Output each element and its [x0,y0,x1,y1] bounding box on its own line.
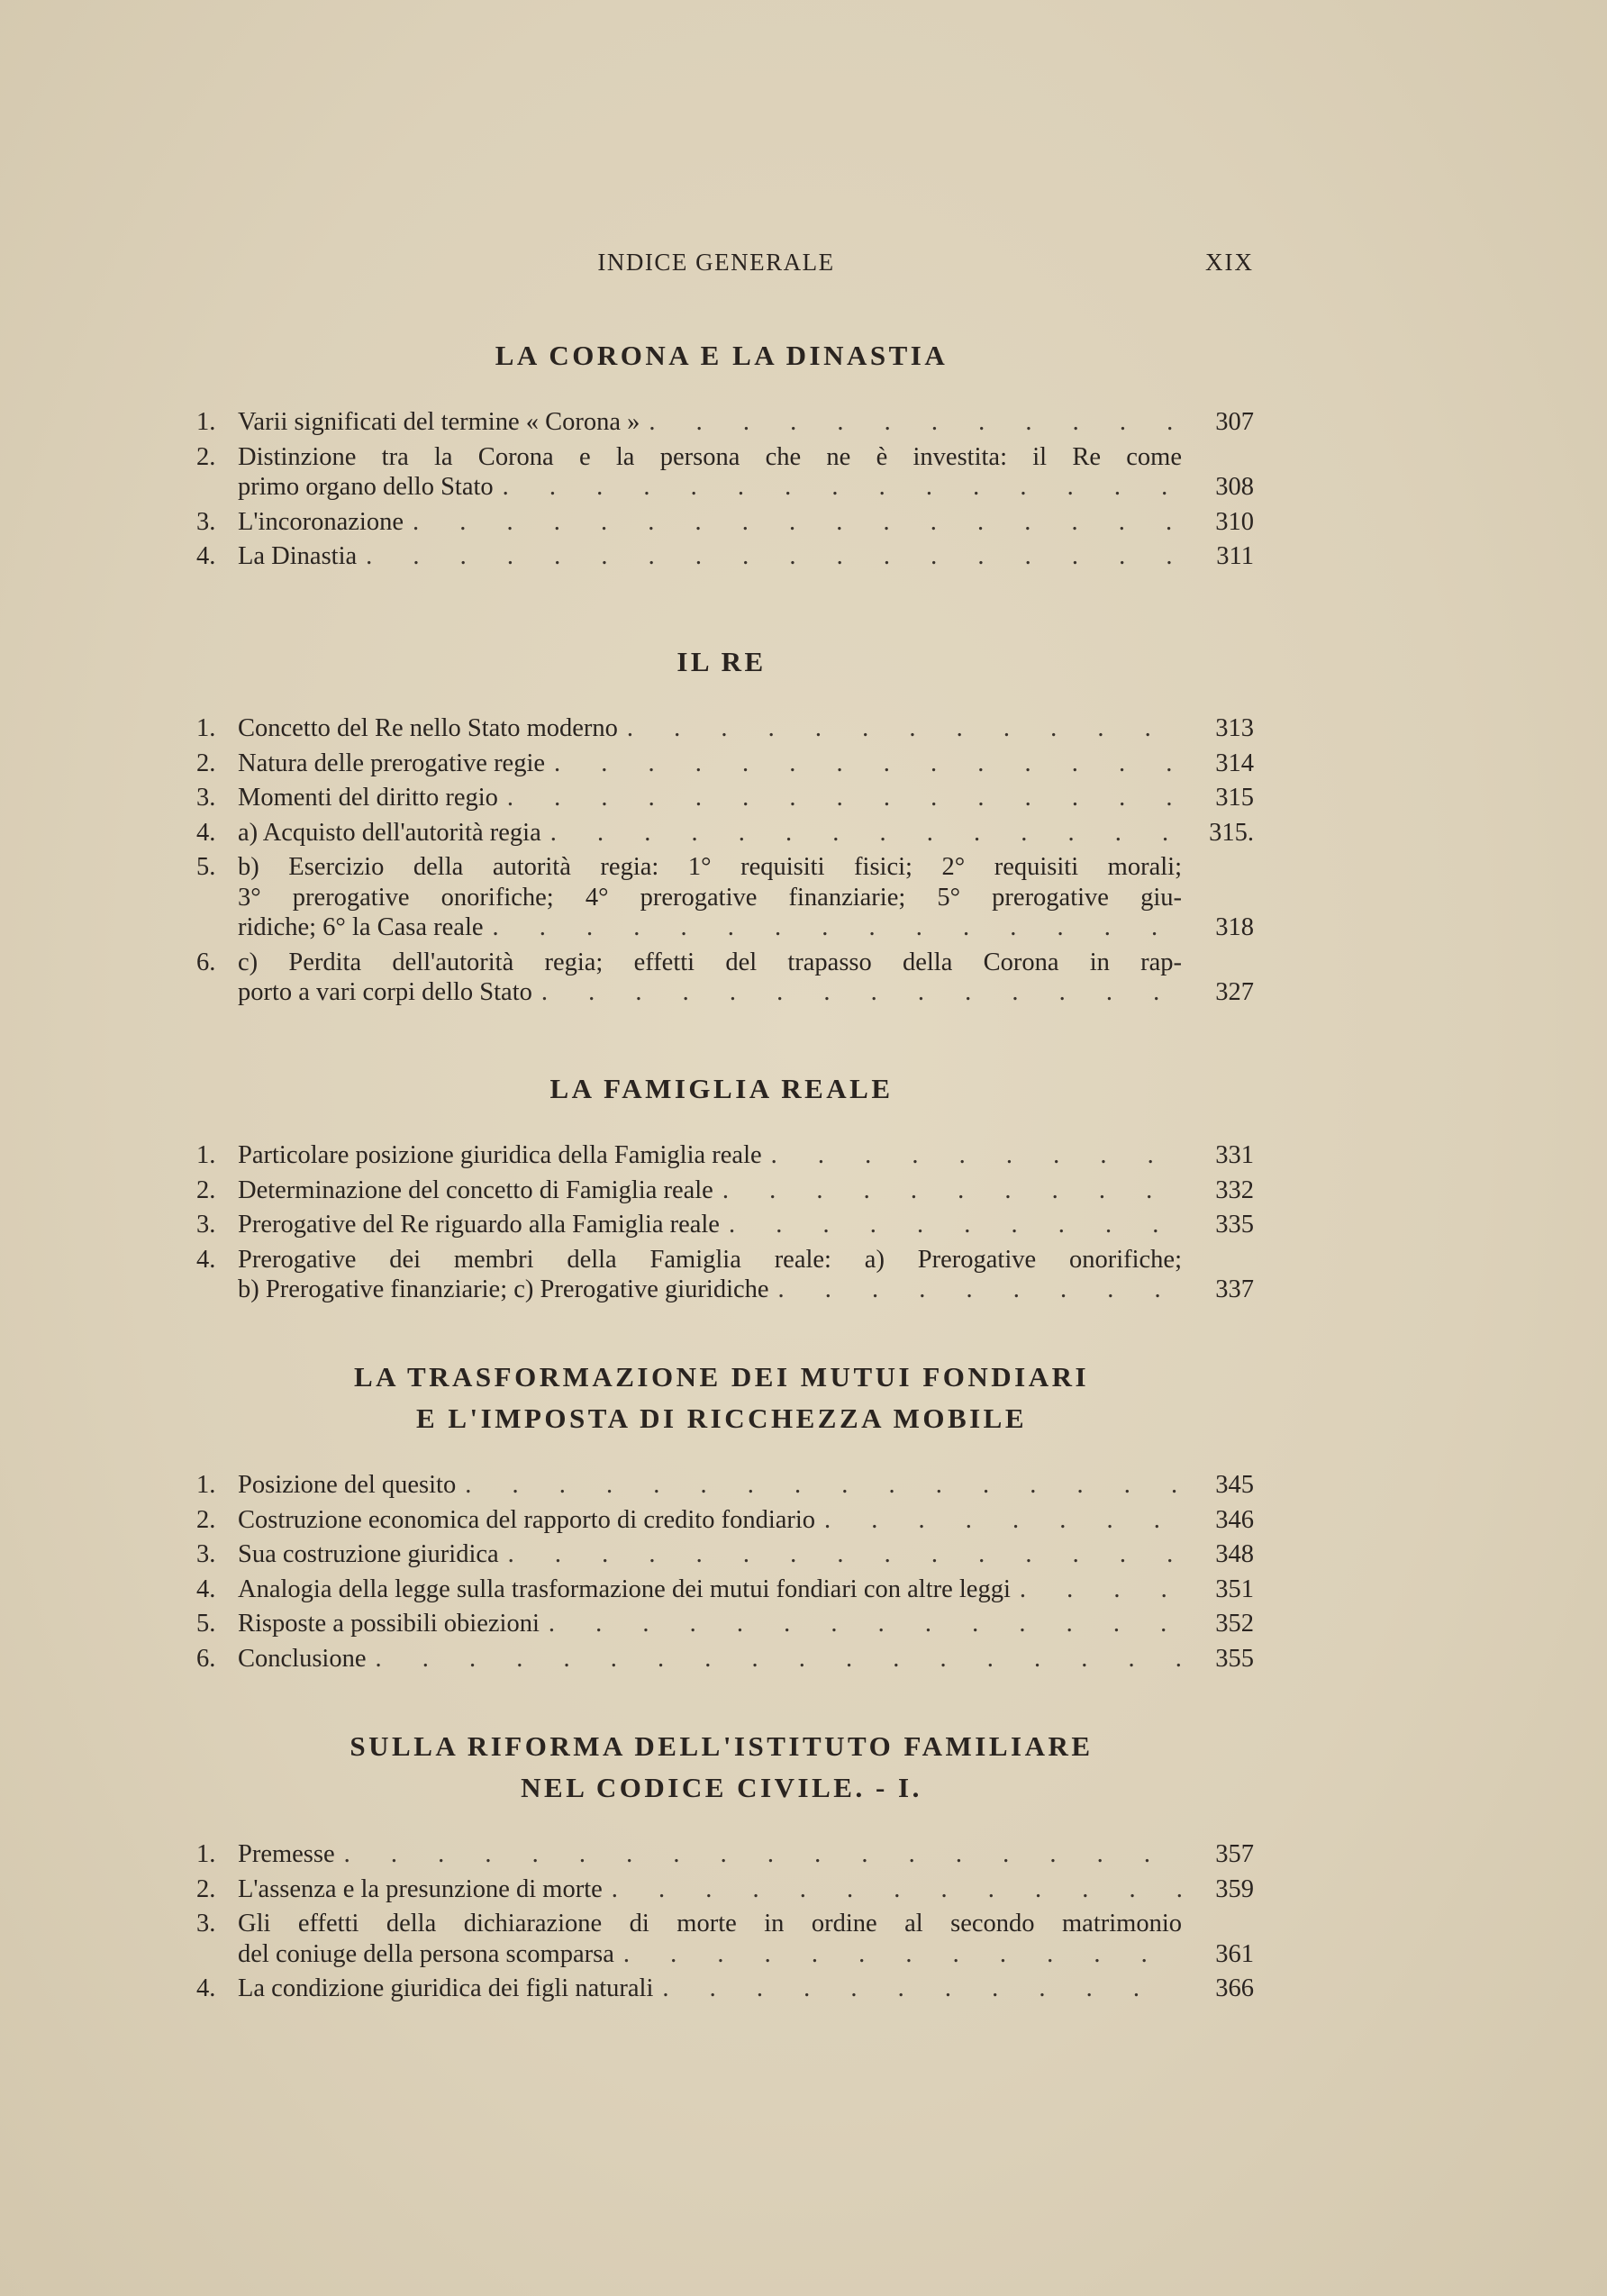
toc-entry[interactable] [189,749,1254,779]
entry-page-number: 355 [1215,1644,1254,1673]
toc-entry[interactable] [189,818,1254,849]
entry-page-number: 310 [1215,507,1254,536]
entry-page-number: 359 [1215,1874,1254,1903]
dot-leader [503,472,1182,503]
toc-entries [189,713,1254,1008]
dot-leader [662,1974,1182,2004]
dot-leader [508,1539,1182,1570]
section-title [189,1068,1254,1110]
entry-title: L'assenza e la presunzione di morte [238,1874,603,1903]
dot-leader [550,818,1182,849]
entry-number: 4. [196,818,216,847]
dot-leader [623,1939,1182,1970]
entry-title: a) Acquisto dell'autorità regia [238,818,541,847]
entry-text-line: c) Perdita dell'autorità regia; effetti del trapasso della Corona in rap- [238,948,1182,976]
section-title-line: NEL CODICE CIVILE. - I. [521,1772,922,1803]
toc-entry[interactable] [189,1909,1254,1969]
entry-text-line: Prerogative dei membri della Famiglia reale: a) Prerogative onorifiche; [238,1245,1182,1274]
entry-number: 6. [196,948,216,976]
entry-number: 1. [196,408,216,436]
dot-leader [649,407,1182,438]
toc-entries [189,1839,1254,2004]
entry-number: 3. [196,1910,216,1938]
entry-text-line: b) Esercizio della autorità regia: 1° requisiti fisici; 2° requisiti morali; [238,853,1182,881]
entry-number: 6. [196,1644,216,1673]
toc-entry[interactable] [189,1175,1254,1206]
entry-number: 5. [196,1610,216,1638]
entry-title: L'incoronazione [238,507,404,536]
section-title-line: LA TRASFORMAZIONE DEI MUTUI FONDIARI [353,1361,1090,1393]
dot-leader [549,1609,1182,1639]
dot-leader [344,1839,1182,1870]
toc-entry[interactable] [189,1575,1254,1605]
entry-title: Natura delle prerogative regie [238,749,546,777]
section-corona-dinastia [189,335,1254,576]
section-mutui-fondiari [189,1357,1254,1678]
section-title-line: SULLA RIFORMA DELL'ISTITUTO FAMILIARE [350,1730,1094,1762]
entry-title: La Dinastia [238,542,358,570]
entry-page-number: 314 [1215,749,1254,777]
entry-page-number: 346 [1215,1505,1254,1534]
entry-title: Determinazione del concetto di Famiglia reale [238,1175,713,1204]
section-riforma-istituto-familiare [189,1726,1254,2009]
entry-number: 2. [196,749,216,777]
dot-leader [771,1140,1182,1171]
entry-page-number: 331 [1215,1141,1254,1169]
entry-title: Varii significati del termine « Corona » [238,408,640,436]
dot-leader [366,541,1182,572]
running-title: INDICE GENERALE [597,249,835,276]
entry-number: 1. [196,1141,216,1169]
entry-page-number: 345 [1215,1471,1254,1499]
dot-leader [824,1505,1182,1536]
entry-number: 2. [196,1874,216,1903]
entry-page-number: 313 [1215,714,1254,742]
toc-entry[interactable] [189,852,1254,943]
entry-text-line: 3° prerogative onorifiche; 4° prerogative finanziarie; 5° prerogative giu- [238,883,1182,912]
toc-entry[interactable] [189,1609,1254,1639]
dot-leader [376,1644,1183,1674]
toc-entry[interactable] [189,442,1254,503]
entry-text-line: Distinzione tra la Corona e la persona che ne è investita: il Re come [238,442,1182,471]
entry-title: Costruzione economica del rapporto di credito fondiario [238,1505,816,1534]
section-title [189,641,1254,683]
entry-number: 3. [196,1211,216,1239]
entry-page-number: 307 [1215,408,1254,436]
section-title-line: LA FAMIGLIA REALE [549,1073,894,1104]
dot-leader [507,783,1182,813]
entry-title: del coniuge della persona scomparsa [238,1939,614,1968]
entry-text-line: Gli effetti della dichiarazione di morte in ordine al secondo matrimonio [238,1910,1182,1938]
entry-title: primo organo dello Stato [238,473,494,501]
entry-title: Prerogative del Re riguardo alla Famiglia reale [238,1211,720,1239]
dot-leader [729,1210,1182,1240]
page-number: XIX [1205,249,1254,276]
entry-page-number: 311 [1216,542,1254,570]
dot-leader [554,749,1182,779]
toc-entries [189,1470,1254,1674]
dot-leader [465,1470,1182,1501]
running-head [0,245,1607,281]
toc-entry[interactable] [189,1874,1254,1905]
toc-entry[interactable] [189,1974,1254,2004]
entry-number: 1. [196,714,216,742]
entry-title: Premesse [238,1840,335,1868]
entry-title: Conclusione [238,1644,367,1673]
toc-entries [189,407,1254,572]
dot-leader [627,713,1182,744]
toc-entries [189,1140,1254,1305]
entry-page-number: 357 [1215,1840,1254,1868]
entry-number: 4. [196,542,216,570]
toc-entry[interactable] [189,1470,1254,1501]
entry-number: 3. [196,784,216,812]
section-il-re [189,641,1254,1012]
entry-page-number: 308 [1215,473,1254,501]
entry-title: ridiche; 6° la Casa reale [238,913,484,941]
dot-leader [722,1175,1182,1206]
dot-leader [612,1874,1182,1905]
toc-entry[interactable] [189,713,1254,744]
entry-title: porto a vari corpi dello Stato [238,978,532,1006]
dot-leader [778,1275,1182,1305]
entry-page-number: 315 [1215,784,1254,812]
entry-title: La condizione giuridica dei figli naturali [238,1974,654,2002]
entry-page-number: 348 [1215,1540,1254,1568]
entry-number: 3. [196,507,216,536]
entry-number: 4. [196,1575,216,1603]
entry-page-number: 361 [1215,1939,1254,1968]
dot-leader [493,912,1182,943]
entry-title: Concetto del Re nello Stato moderno [238,714,618,742]
dot-leader [541,977,1182,1008]
entry-title: Sua costruzione giuridica [238,1540,499,1568]
entry-number: 2. [196,442,216,471]
entry-title: Posizione del quesito [238,1471,457,1499]
toc-entry[interactable] [189,1245,1254,1305]
entry-page-number: 318 [1215,913,1254,941]
dot-leader [413,507,1182,538]
entry-title: Particolare posizione giuridica della Famiglia reale [238,1141,762,1169]
toc-entry[interactable] [189,1839,1254,1870]
toc-entry[interactable] [189,507,1254,538]
entry-page-number: 366 [1215,1974,1254,2002]
toc-entry[interactable] [189,1210,1254,1240]
entry-page-number: 332 [1215,1175,1254,1204]
toc-entry[interactable] [189,1644,1254,1674]
entry-title: Risposte a possibili obiezioni [238,1610,540,1638]
section-title-line: IL RE [676,646,767,677]
entry-number: 4. [196,1245,216,1274]
entry-number: 5. [196,853,216,881]
section-title [189,1726,1254,1809]
entry-number: 4. [196,1974,216,2002]
entry-title: Momenti del diritto regio [238,784,498,812]
entry-page-number: 337 [1215,1275,1254,1303]
entry-number: 1. [196,1471,216,1499]
entry-page-number: 315. [1209,818,1254,847]
entry-title: Analogia della legge sulla trasformazione dei mutui fondiari con altre leggi [238,1575,1011,1603]
dot-leader [1020,1575,1182,1605]
entry-page-number: 327 [1215,978,1254,1006]
entry-title: b) Prerogative finanziarie; c) Prerogative giuridiche [238,1275,769,1303]
entry-number: 1. [196,1840,216,1868]
entry-page-number: 352 [1215,1610,1254,1638]
toc-entry[interactable] [189,541,1254,572]
toc-entry[interactable] [189,1140,1254,1171]
entry-number: 2. [196,1175,216,1204]
section-title-line: LA CORONA E LA DINASTIA [495,340,949,371]
entry-number: 2. [196,1505,216,1534]
entry-number: 3. [196,1540,216,1568]
entry-page-number: 335 [1215,1211,1254,1239]
toc-entry[interactable] [189,783,1254,813]
section-famiglia-reale [189,1068,1254,1310]
toc-entry[interactable] [189,1539,1254,1570]
entry-page-number: 351 [1215,1575,1254,1603]
section-title [189,1357,1254,1439]
section-title-line: E L'IMPOSTA DI RICCHEZZA MOBILE [415,1402,1028,1434]
toc-entry[interactable] [189,1505,1254,1536]
toc-entry[interactable] [189,407,1254,438]
toc-entry[interactable] [189,948,1254,1008]
section-title [189,335,1254,377]
